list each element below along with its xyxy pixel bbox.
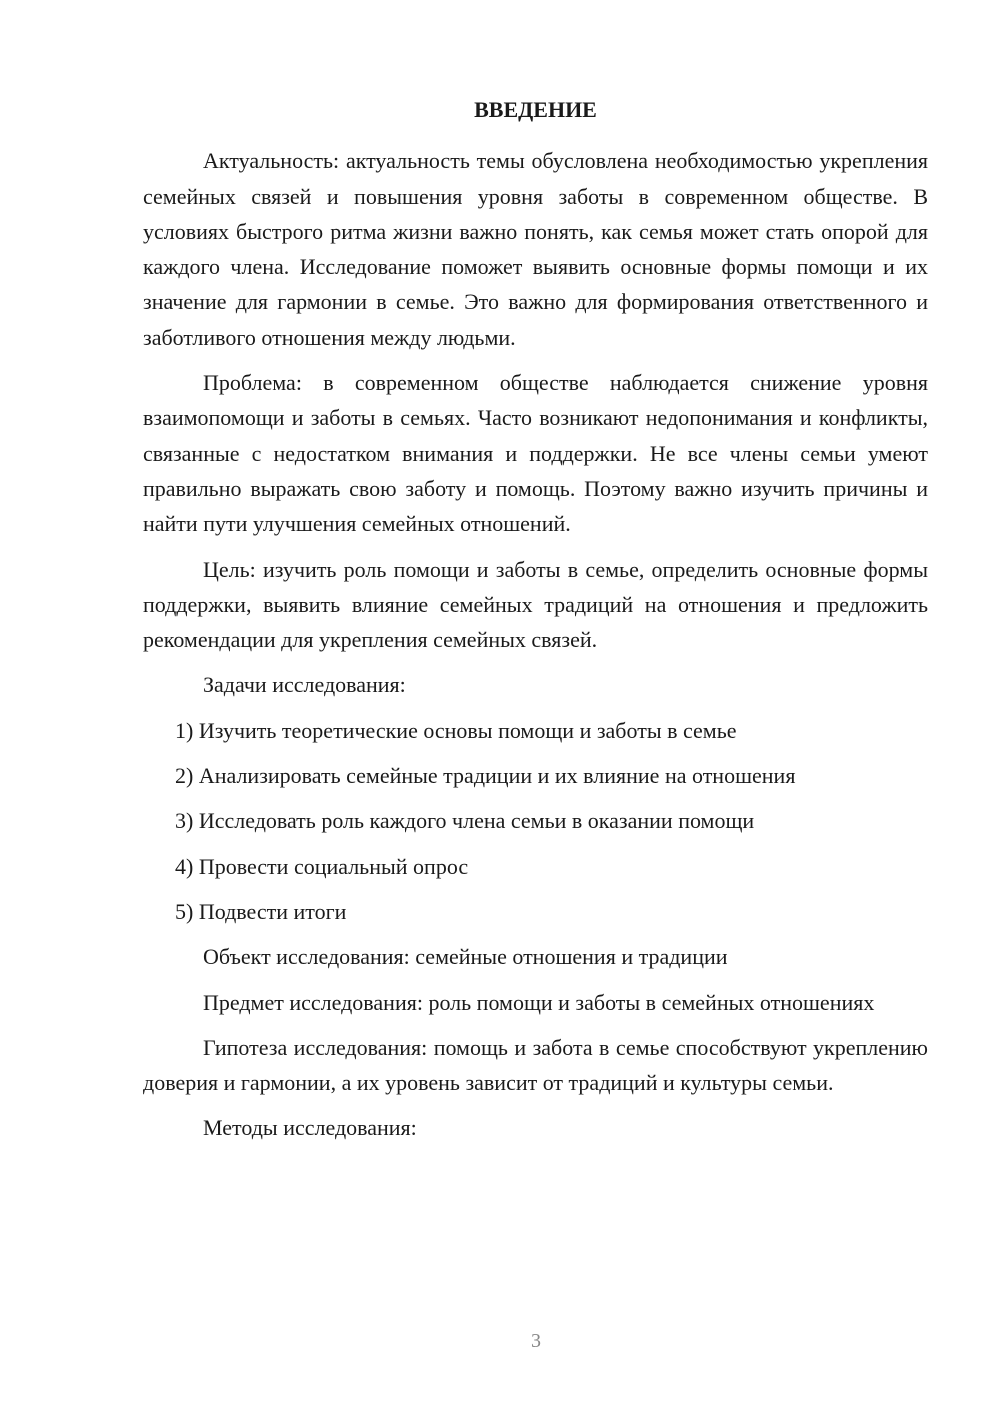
methods-heading: Методы исследования: [203, 1115, 417, 1141]
paragraph-relevance: Актуальность: актуальность темы обусловлена необходимостью укрепления семейных связей и повышения уровня заботы в современном обществе. В условиях быстрого ритма жизни важно понять, как семья может стать опорой для каждого члена. Исследование поможет выявить основные формы помощи и их значение для гармонии в семье. Это важно для формирования ответственного и заботливого отношения между людьми. [143, 148, 928, 350]
task-item-2: 2) Анализировать семейные традиции и их влияние на отношения [175, 763, 796, 789]
task-item-5: 5) Подвести итоги [175, 898, 347, 924]
tasks-heading: Задачи исследования: [203, 672, 406, 698]
research-hypothesis: Гипотеза исследования: помощь и забота в семье способствуют укреплению доверия и гармонии, а их уровень зависит от традиций и культуры семьи. [143, 1034, 928, 1096]
paragraph-problem: Проблема: в современном обществе наблюдается снижение уровня взаимопомощи и заботы в семьях. Часто возникают недопонимания и конфликты, связанные с недостатком внимания и поддержки. Не все члены семьи умеют правильно выражать свою заботу и помощь. Поэтому важно изучить причины и найти пути улучшения семейных отношений. [143, 370, 928, 537]
document-page [143, 92, 928, 1156]
task-item-4: 4) Провести социальный опрос [175, 853, 469, 879]
task-item-3: 3) Исследовать роль каждого члена семьи в оказании помощи [175, 808, 755, 834]
research-object: Объект исследования: семейные отношения и традиции [203, 944, 728, 970]
paragraph-goal: Цель: изучить роль помощи и заботы в семье, определить основные формы поддержки, выявить влияние семейных традиций на отношения и предложить рекомендации для укрепления семейных связей. [143, 556, 928, 653]
document-title: ВВЕДЕНИЕ [474, 97, 597, 122]
task-item-1: 1) Изучить теоретические основы помощи и заботы в семье [175, 717, 737, 743]
research-subject: Предмет исследования: роль помощи и заботы в семейных отношениях [203, 989, 875, 1015]
page-number: 3 [531, 1330, 541, 1352]
